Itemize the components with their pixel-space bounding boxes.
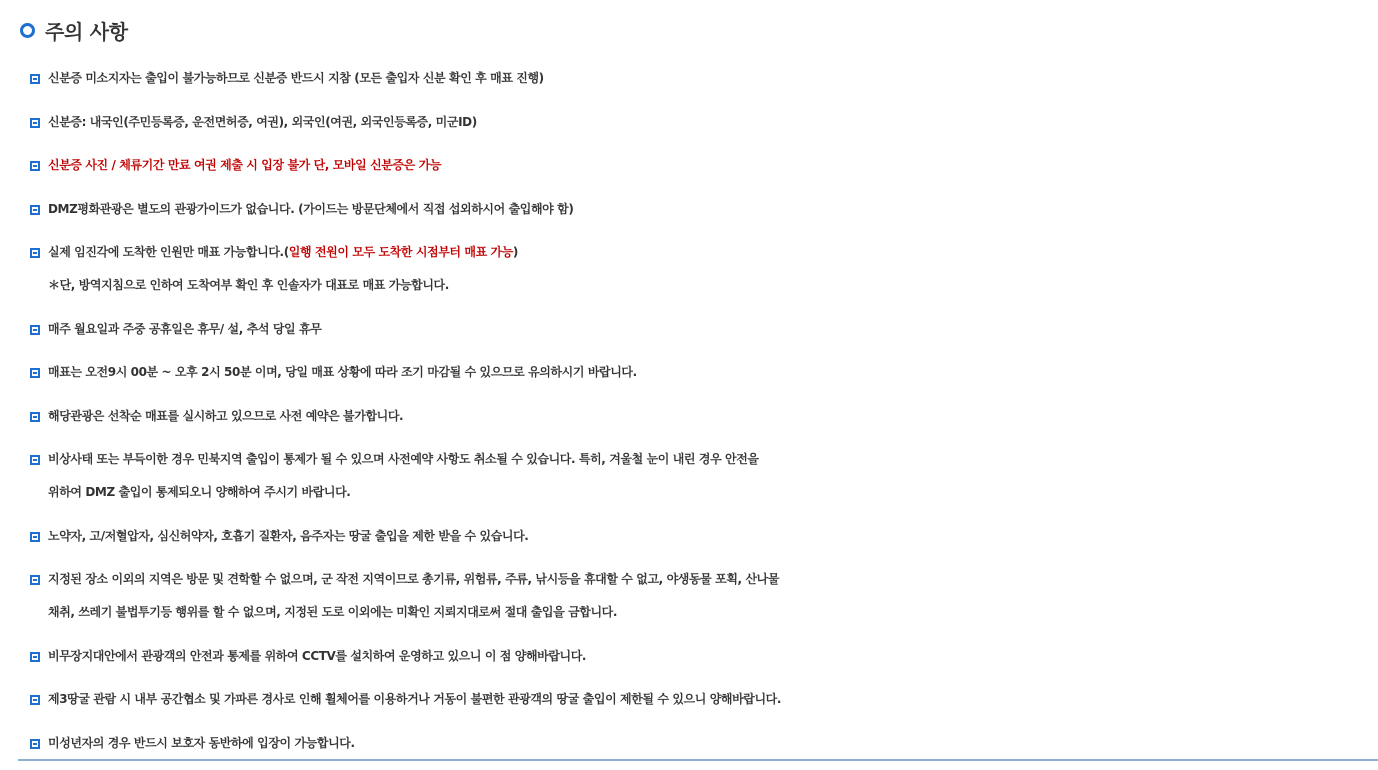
notice-item-id-types: [30, 106, 1375, 139]
notice-line: [48, 236, 1375, 269]
notice-item-first-come: [30, 400, 1375, 433]
notice-text: 미성년자의 경우 반드시 보호자 동반하에 입장이 가능합니다.: [48, 735, 355, 750]
square-bullet-icon: [30, 412, 40, 422]
section-title: 주의 사항: [45, 19, 128, 44]
notice-text: 해당관광은 선착순 매표를 실시하고 있으므로 사전 예약은 불가합니다.: [48, 408, 404, 423]
notice-item-emergency: [30, 443, 1375, 509]
square-bullet-icon: [30, 325, 40, 335]
notice-text: 노약자, 고/저혈압자, 심신허약자, 호흡기 질환자, 음주자는 땅굴 출입을 제한 받을 수 있습니다.: [48, 528, 529, 543]
notice-text: 비상사태 또는 부득이한 경우 민북지역 출입이 통제가 될 수 있으며 사전예약 사항도 취소될 수 있습니다. 특히, 겨울철 눈이 내린 경우 안전을: [48, 452, 759, 466]
square-bullet-icon: [30, 652, 40, 662]
notice-subline: ＊단, 방역지침으로 인하여 도착여부 확인 후 인솔자가 대표로 매표 가능합니다.: [48, 278, 449, 292]
notice-text: 매표는 오전9시 00분 ~ 오후 2시 50분 이며, 당일 매표 상황에 따라 조기 마감될 수 있으므로 유의하시기 바랍니다.: [48, 365, 637, 379]
square-bullet-icon: [30, 118, 40, 128]
notice-item-minors: [30, 727, 1375, 760]
notice-item-id-expired-warning: [30, 149, 1375, 182]
square-bullet-icon: [30, 368, 40, 378]
notice-item-id-required: [30, 62, 1375, 95]
notice-text: 신분증 미소지자는 출입이 불가능하므로 신분증 반드시 지참 (모든 출입자 신분 확인 후 매표 진행): [48, 71, 544, 85]
notice-item-arrival: [30, 236, 1375, 302]
notice-text: 실제 임진각에 도착한 인원만 매표 가능합니다.(: [48, 245, 289, 259]
notice-item-no-guide: [30, 193, 1375, 226]
square-bullet-icon: [30, 161, 40, 171]
notice-text: 신분증 사진 / 체류기간 만료 여권 제출 시 입장 불가 단, 모바일 신분증은 가능: [48, 158, 442, 172]
square-bullet-icon: [30, 695, 40, 705]
square-bullet-icon: [30, 455, 40, 465]
notice-text: 제3땅굴 관람 시 내부 공간협소 및 가파른 경사로 인해 휠체어를 이용하거나 거동이 불편한 관광객의 땅굴 출입이 제한될 수 있으니 양해바랍니다.: [48, 692, 782, 706]
notice-item-restricted-area: [30, 563, 1375, 629]
notice-item-cctv: [30, 640, 1375, 673]
notice-text: 비무장지대안에서 관광객의 안전과 통제를 위하여 CCTV를 설치하여 운영하고 있으니 이 점 양해바랍니다.: [48, 648, 587, 663]
notice-highlight: 일행 전원이 모두 도착한 시점부터 매표 가능: [288, 245, 513, 259]
square-bullet-icon: [30, 532, 40, 542]
notice-text: 신분증: 내국인(주민등록증, 운전면허증, 여권), 외국인(여권, 외국인등록증, 미군ID): [48, 114, 477, 129]
notice-item-ticket-hours: [30, 356, 1375, 389]
notice-text: 채취, 쓰레기 불법투기등 행위를 할 수 없으며, 지정된 도로 이외에는 미확인 지뢰지대로써 절대 출입을 금합니다.: [48, 605, 618, 619]
square-bullet-icon: [30, 74, 40, 84]
notice-item-holidays: [30, 313, 1375, 346]
circle-bullet-icon: [20, 23, 35, 38]
section-header: [20, 14, 128, 46]
notice-text: 지정된 장소 이외의 지역은 방문 및 견학할 수 없으며, 군 작전 지역이므로 총기류, 위험류, 주류, 낚시등을 휴대할 수 없고, 야생동물 포획, 산나물: [48, 572, 780, 586]
section-divider: [18, 759, 1378, 761]
square-bullet-icon: [30, 248, 40, 258]
notice-text: DMZ평화관광은 별도의 관광가이드가 없습니다. (가이드는 방문단체에서 직접 섭외하시어 출입해야 함): [48, 201, 574, 216]
notice-text: 위하여 DMZ 출입이 통제되오니 양해하여 주시기 바랍니다.: [48, 485, 351, 499]
notice-text: 매주 월요일과 주중 공휴일은 휴무/ 설, 추석 당일 휴무: [48, 321, 322, 336]
square-bullet-icon: [30, 205, 40, 215]
notice-list: [30, 62, 1375, 770]
notice-item-tunnel-access: [30, 683, 1375, 716]
square-bullet-icon: [30, 575, 40, 585]
notice-item-health: [30, 520, 1375, 553]
square-bullet-icon: [30, 739, 40, 749]
notice-text: ): [512, 245, 519, 259]
